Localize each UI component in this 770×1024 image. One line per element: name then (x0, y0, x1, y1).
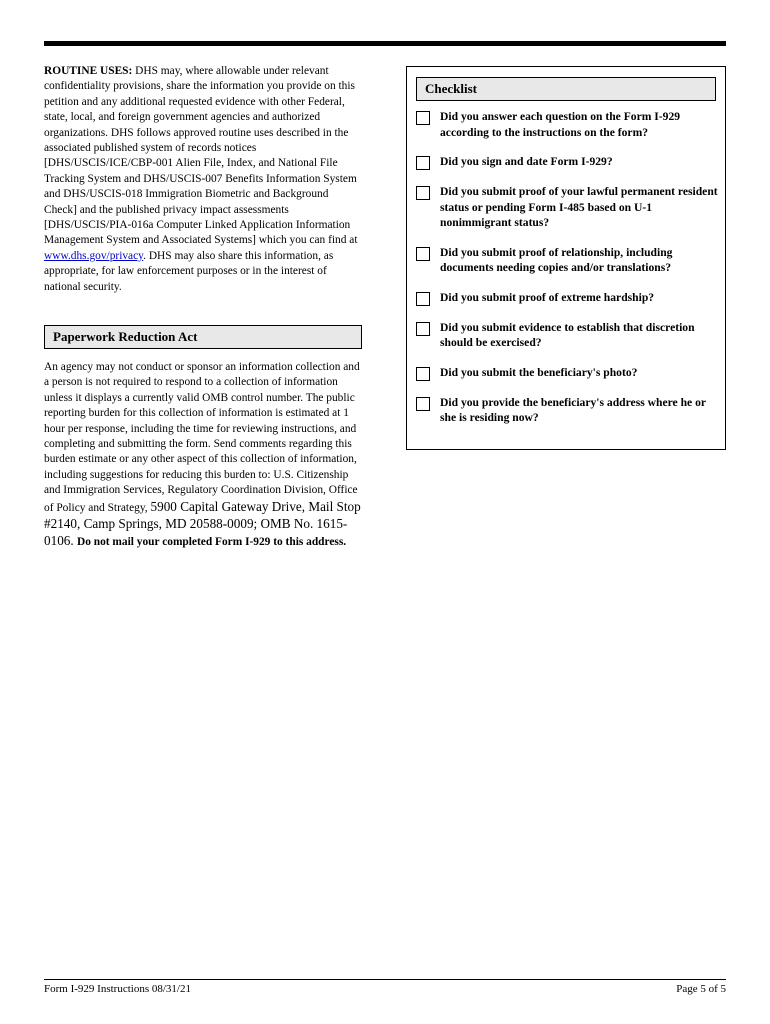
checklist-items (416, 109, 718, 440)
checkbox-icon[interactable] (416, 156, 430, 170)
routine-uses-body-after-link: . DHS may also share this information, as appropriate, for law enforcement purposes or in the interest of national security. (44, 249, 334, 293)
checkbox-icon[interactable] (416, 292, 430, 306)
list-item[interactable] (416, 154, 718, 170)
checklist-item-label: Did you sign and date Form I-929? (440, 155, 613, 168)
list-item[interactable] (416, 395, 718, 426)
checklist-item-label: Did you submit proof of extreme hardship? (440, 290, 655, 304)
routine-uses-paragraph (44, 64, 364, 295)
paperwork-reduction-act-body (44, 360, 366, 551)
checklist-heading: Checklist (425, 81, 477, 96)
list-item[interactable] (416, 320, 718, 351)
routine-uses-label: ROUTINE USES: (44, 65, 133, 77)
list-item[interactable] (416, 184, 718, 231)
list-item[interactable] (416, 290, 718, 306)
checklist-panel (406, 66, 726, 450)
checkbox-icon[interactable] (416, 367, 430, 381)
pra-paragraph-part2: 5900 Capital Gateway Drive, Mail Stop #2140, Camp Springs, MD 20588-0009; OMB No. 1615-0106. (44, 498, 361, 549)
routine-uses-body: DHS may, where allowable under relevant confidentiality provisions, share the information you provide on this petition and any additional requested evidence with other Federal, state, local, and foreign government agencies and authorized organizations. DHS follows approved routine uses described in the associated published system of records notices [DHS/USCIS/ICE/CBP-001 Alien File, Index, and National File Tracking System and DHS/USCIS-007 Benefits Information System and DHS/USCIS-018 Immigration Biometric and Background Check] and the published privacy impact assessments [DHS/USCIS/PIA-016a Computer Linked Application Information Management System and Associated Systems] which you can find at (44, 65, 358, 247)
routine-uses-section (44, 64, 364, 295)
checkbox-icon[interactable] (416, 322, 430, 336)
checkbox-icon[interactable] (416, 247, 430, 261)
checklist-item-label: Did you provide the beneficiary's address where he or she is residing now? (440, 395, 706, 424)
checklist-item-label: Did you submit proof of your lawful permanent resident status or pending Form I-485 based on U-1 nonimmigrant status? (440, 185, 718, 229)
checkbox-icon[interactable] (416, 111, 430, 125)
list-item[interactable] (416, 365, 718, 381)
footer-form-reference: Form I-929 Instructions 08/31/21 (44, 983, 191, 995)
list-item[interactable] (416, 245, 718, 276)
checklist-item-label: Did you submit evidence to establish that discretion should be exercised? (440, 320, 695, 349)
checklist-item-label: Did you submit proof of relationship, including documents needing copies and/or translations? (440, 245, 673, 274)
dhs-privacy-link[interactable]: www.dhs.gov/privacy (44, 249, 144, 262)
footer-rule (44, 979, 726, 980)
checklist-item-label: Did you answer each question on the Form I-929 according to the instructions on the form? (440, 110, 681, 139)
checklist-item-label: Did you submit the beneficiary's photo? (440, 365, 638, 379)
pra-paragraph-part1: An agency may not conduct or sponsor an information collection and a person is not required to respond to a collection of information unless it displays a currently valid OMB control number. The public reporting burden for this collection of information is estimated at 1 hour per response, including the time for reviewing instructions, and completing and submitting the form. Send comments regarding this burden estimate or any other aspect of this collection of information, including suggestions for reducing this burden to: U.S. Citizenship and Immigration Services, Regulatory Coordination Division, Office of Policy and Strategy, (44, 361, 360, 514)
paperwork-reduction-act-heading-box (44, 325, 362, 349)
list-item[interactable] (416, 109, 718, 140)
checkbox-icon[interactable] (416, 186, 430, 200)
paperwork-reduction-act-heading: Paperwork Reduction Act (53, 329, 198, 344)
checkbox-icon[interactable] (416, 397, 430, 411)
header-rule (44, 41, 726, 46)
pra-paragraph-bold: Do not mail your completed Form I-929 to this address. (76, 536, 347, 549)
footer-page-number: Page 5 of 5 (676, 983, 726, 995)
checklist-heading-box (416, 77, 716, 101)
